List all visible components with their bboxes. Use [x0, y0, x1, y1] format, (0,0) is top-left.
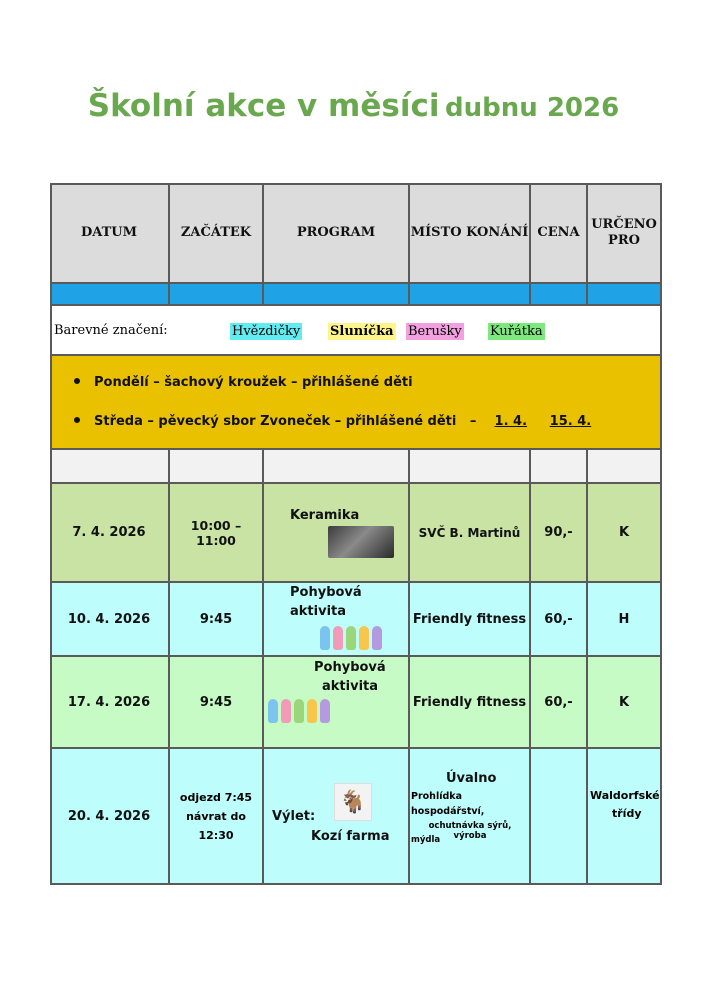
row3-datum: 17. 4. 2026 [50, 657, 170, 749]
row4-zacatek-line3: 12:30 [198, 828, 234, 842]
row3-misto: Friendly fitness [410, 657, 531, 749]
header-zacatek: ZAČÁTEK [170, 183, 264, 284]
row1-datum: 7. 4. 2026 [50, 484, 170, 583]
row4-misto [410, 749, 531, 885]
legend-berusky: Berušky [408, 324, 462, 339]
row4-misto-title: Úvalno [446, 771, 497, 786]
spacer-cell [50, 450, 170, 484]
stripe-cell [264, 284, 410, 306]
row4-zacatek-line2: návrat do [186, 809, 246, 823]
row3-cena: 60,- [531, 657, 588, 749]
row4-zacatek [170, 749, 264, 885]
spacer-cell [531, 450, 588, 484]
bullet-icon [74, 378, 80, 384]
row1-program-text: Keramika [290, 508, 360, 523]
row3-program-line2: aktivita [322, 679, 379, 694]
legend-slunicka: Sluníčka [330, 324, 394, 339]
row4-cena [531, 749, 588, 885]
stripe-cell [531, 284, 588, 306]
row2-program [264, 583, 410, 657]
row1-program [264, 484, 410, 583]
header-cena: CENA [531, 183, 588, 284]
row1-cena: 90,- [531, 484, 588, 583]
legend-kuratka: Kuřátka [490, 324, 543, 339]
row3-zacatek: 9:45 [170, 657, 264, 749]
spacer-cell [170, 450, 264, 484]
row4-zacatek-line1: odjezd 7:45 [179, 790, 253, 804]
row2-program-line1: Pohybová [290, 585, 362, 600]
row2-cena: 60,- [531, 583, 588, 657]
row2-program-line2: aktivita [290, 604, 347, 619]
color-legend [50, 306, 662, 356]
stripe-cell [410, 284, 531, 306]
notes-box [50, 356, 662, 450]
row4-datum: 20. 4. 2026 [50, 749, 170, 885]
note-text-1: Pondělí – šachový kroužek – přihlášené děti [94, 375, 413, 390]
row2-zacatek: 9:45 [170, 583, 264, 657]
row4-program [264, 749, 410, 885]
row4-misto-line2: hospodářství, [411, 806, 485, 817]
row4-program-line2: Kozí farma [311, 829, 390, 844]
row4-misto-line1: Prohlídka [411, 791, 462, 802]
row1-zacatek: 10:00 – 11:00 [170, 484, 264, 583]
row4-program-line1: Výlet: [272, 809, 316, 824]
page-title: Školní akce v měsíci dubnu 2026 [87, 88, 620, 124]
legend-label: Barevné značení: [54, 323, 168, 338]
row3-program-line1: Pohybová [314, 660, 386, 675]
header-program: PROGRAM [264, 183, 410, 284]
events-table [50, 183, 662, 885]
row1-misto: SVČ B. Martinů [410, 484, 531, 583]
row4-pro [588, 749, 662, 885]
row4-misto-line4: mýdla [411, 835, 441, 845]
row4-pro-line2: třídy [612, 807, 642, 820]
spacer-cell [588, 450, 662, 484]
spacer-cell [264, 450, 410, 484]
kids-clipart [320, 626, 382, 650]
bullet-icon [74, 417, 80, 423]
row4-misto-line3: ochutnávka sýrů, výroba [428, 821, 512, 841]
row1-pro: K [588, 484, 662, 583]
pottery-photo [328, 526, 394, 558]
row2-misto: Friendly fitness [410, 583, 531, 657]
note-date-1: 1. 4. [494, 414, 528, 429]
note-line-1 [74, 375, 413, 390]
goat-clipart: 🐐 [334, 783, 372, 821]
note-line-2 [74, 414, 591, 429]
row2-datum: 10. 4. 2026 [50, 583, 170, 657]
row2-pro: H [588, 583, 662, 657]
header-misto: MÍSTO KONÁNÍ [410, 183, 531, 284]
stripe-cell [170, 284, 264, 306]
row3-pro: K [588, 657, 662, 749]
legend-hvezdicky: Hvězdičky [232, 324, 301, 339]
header-datum: DATUM [50, 183, 170, 284]
stripe-cell [588, 284, 662, 306]
kids-clipart [268, 699, 330, 723]
spacer-cell [410, 450, 531, 484]
note-date-2: 15. 4. [549, 414, 592, 429]
stripe-cell [50, 284, 170, 306]
row3-program [264, 657, 410, 749]
note-text-2: Středa – pěvecký sbor Zvoneček – přihlášené děti – [94, 414, 477, 429]
row4-pro-line1: Waldorfské [590, 789, 660, 802]
header-urceno: URČENO PRO [588, 183, 662, 284]
